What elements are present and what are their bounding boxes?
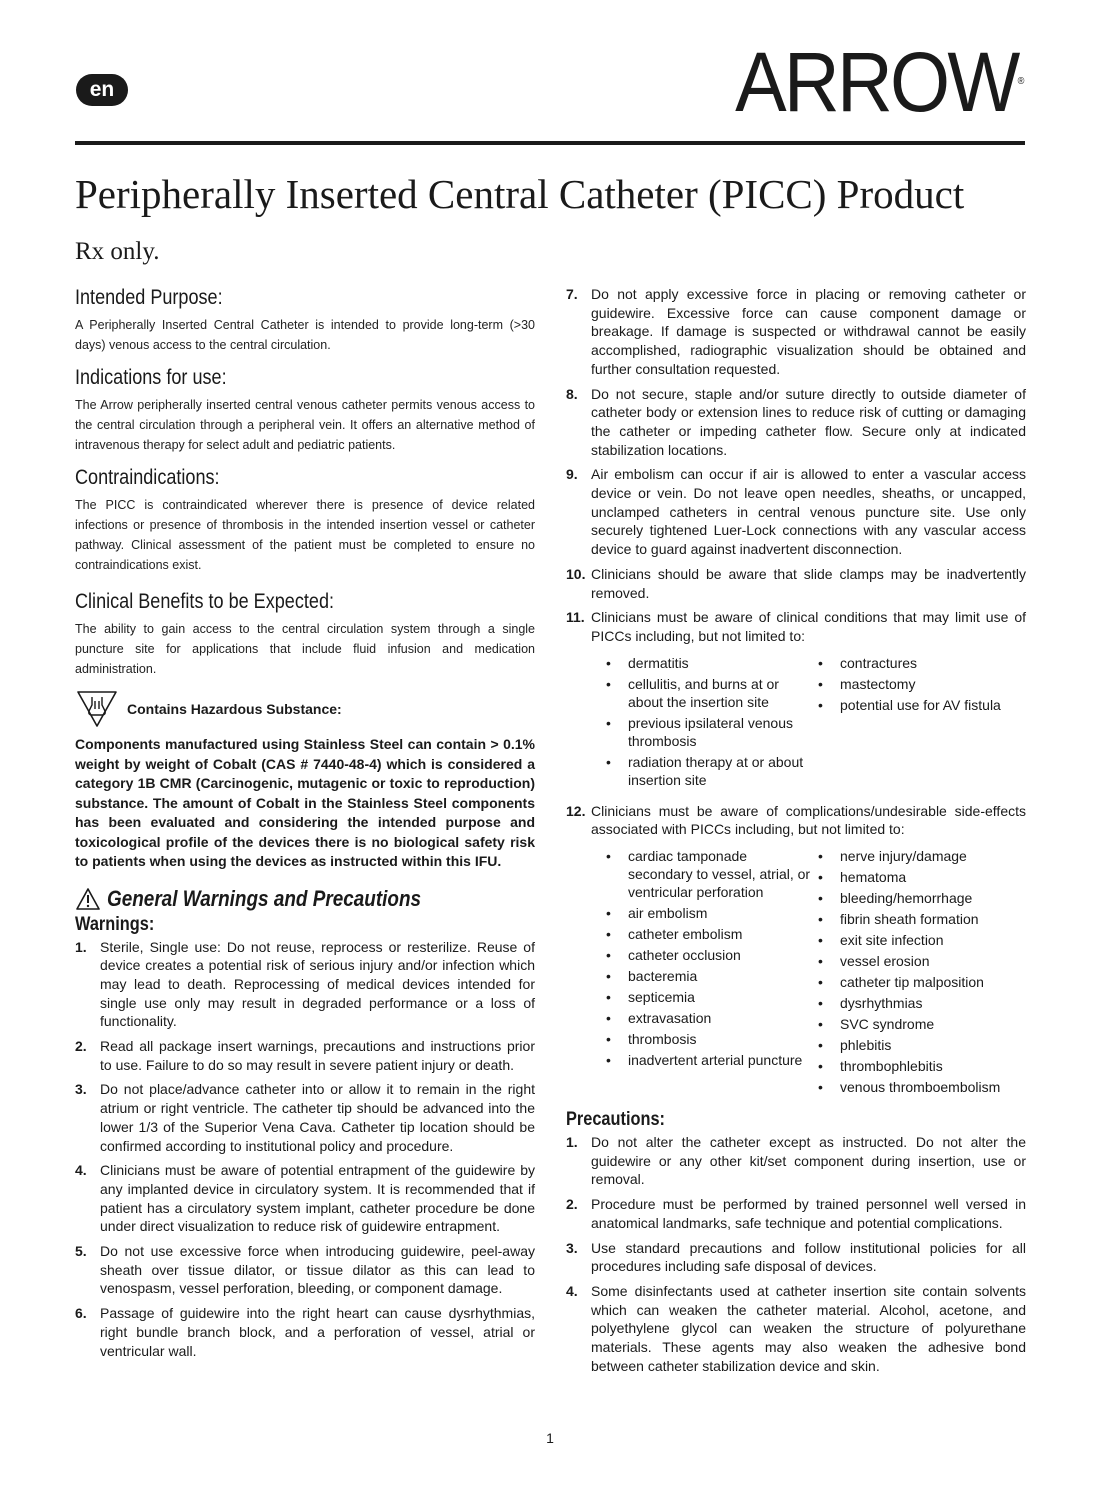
warning-number: 2. — [75, 1038, 87, 1055]
indications-heading: Indications for use: — [75, 366, 227, 389]
general-warnings-header — [75, 886, 535, 912]
complication-item: • cardiac tamponade secondary to vessel, atrial, or ventricular perforation — [602, 847, 814, 901]
warning-item — [75, 1242, 535, 1298]
complication-item: • catheter embolism — [602, 925, 814, 943]
complication-item: • phlebitis — [814, 1036, 1026, 1054]
complication-item: • catheter tip malposition — [814, 973, 1026, 991]
condition-item: • potential use for AV fistula — [814, 696, 1026, 714]
precaution-text: Do not alter the catheter except as instructed. Do not alter the guidewire or any other kit/set component during insertion, use or removal. — [591, 1134, 1026, 1188]
warning-number: 1. — [75, 938, 87, 955]
warning-item — [566, 465, 1026, 559]
warning-text: Do not place/advance catheter into or allow it to remain in the right atrium or right ventricle. The catheter tip should be advanced into the lower 1/3 of the Superior Vena Cava. Catheter tip location should be confirmed according to institutional policy and procedure. — [100, 1081, 535, 1154]
warning-text: Air embolism can occur if air is allowed to enter a vascular access device or vein. Do not leave open needles, sheaths, or uncapped, unclamped catheters in central venous puncture site. Use only securely tightened Luer-Lock connections with any vascular access device to guard against inadvertent disconnection. — [591, 466, 1026, 558]
precautions-list — [566, 1133, 1026, 1375]
precaution-number: 1. — [566, 1134, 578, 1151]
warning-number: 5. — [75, 1243, 87, 1260]
complication-item: • hematoma — [814, 868, 1026, 886]
intended-purpose-text: A Peripherally Inserted Central Catheter is intended to provide long-term (>30 days) venous access to the central circulation. — [75, 318, 535, 352]
warnings-list-left — [75, 938, 535, 1361]
benefits-text: The ability to gain access to the central circulation system through a single puncture site for applications that include fluid infusion and medication administration. — [75, 622, 535, 676]
page-title: Peripherally Inserted Central Catheter (PICC) Product — [75, 171, 965, 217]
complication-item: • bacteremia — [602, 967, 814, 985]
arrow-logo — [734, 35, 1024, 129]
page-number: 1 — [546, 1430, 554, 1446]
complications-list — [602, 847, 1026, 1099]
brand-name: ARROW — [734, 35, 1018, 129]
complication-item: • dysrhythmias — [814, 994, 1026, 1012]
warnings-list-right — [566, 285, 1026, 646]
warning-number: 9. — [566, 466, 578, 483]
precaution-item — [566, 1282, 1026, 1376]
warning-item — [566, 608, 1026, 645]
warning-number: 6. — [75, 1305, 87, 1322]
precaution-number: 2. — [566, 1196, 578, 1213]
hazard-text: Components manufactured using Stainless Steel can contain > 0.1% weight by weight of Cobalt (CAS # 7440-48-4) which is considered a category 1B CMR (Carcinogenic, mutagenic or toxic to reproduction) substance. The amount of Cobalt in the Stainless Steel components has been evaluated and considering the intended purpose and toxicological profile of the devices there is no biological safety risk to patients when using the devices as instructed within this IFU. — [75, 736, 535, 869]
complication-item: • septicemia — [602, 988, 814, 1006]
complication-item: • venous thromboembolism — [814, 1078, 1026, 1096]
warning-number: 3. — [75, 1081, 87, 1098]
warning-item — [75, 1037, 535, 1074]
warning-number: 11. — [566, 609, 585, 626]
warning-text: Passage of guidewire into the right heart can cause dysrhythmias, right bundle branch block, and a perforation of vessel, atrial or ventricular wall. — [100, 1305, 535, 1359]
condition-item: • radiation therapy at or about insertion site — [602, 753, 814, 789]
condition-item: • contractures — [814, 654, 1026, 672]
warning-text: Clinicians should be aware that slide clamps may be inadvertently removed. — [591, 565, 1026, 601]
warning-item — [566, 285, 1026, 379]
complication-item: • extravasation — [602, 1009, 814, 1027]
warnings-heading: Warnings: — [75, 913, 155, 935]
registered-mark: ® — [1017, 76, 1024, 87]
precaution-item — [566, 1239, 1026, 1276]
complication-item: • bleeding/hemorrhage — [814, 889, 1026, 907]
warning-item — [75, 1161, 535, 1236]
intended-purpose-heading: Intended Purpose: — [75, 286, 223, 309]
hazard-header — [75, 689, 535, 729]
warning-text: Clinicians must be aware of clinical conditions that may limit use of PICCs including, but not limited to: — [591, 609, 1026, 644]
indications-text: The Arrow peripherally inserted central venous catheter permits venous access to the central circulation through a peripheral vein. It offers an alternative method of intravenous therapy for select adult and pediatric patients. — [75, 398, 535, 452]
complication-item: • thrombosis — [602, 1030, 814, 1048]
complication-item: • SVC syndrome — [814, 1015, 1026, 1033]
warning-number: 8. — [566, 385, 578, 402]
header-rule — [75, 141, 1025, 145]
warning-triangle-icon — [75, 887, 101, 911]
benefits-heading: Clinical Benefits to be Expected: — [75, 590, 335, 613]
warning-item — [566, 802, 1026, 839]
warning-item — [75, 1080, 535, 1155]
rx-only: Rx only. — [75, 238, 160, 265]
right-column — [566, 285, 1026, 1382]
hazardous-substance-icon — [75, 689, 119, 729]
precaution-item — [566, 1195, 1026, 1232]
general-warnings-heading: General Warnings and Precautions — [107, 885, 422, 911]
condition-item: • previous ipsilateral venous thrombosis — [602, 714, 814, 750]
complication-item: • catheter occlusion — [602, 946, 814, 964]
complication-item: • vessel erosion — [814, 952, 1026, 970]
warning-item — [566, 565, 1026, 602]
warning-text: Do not apply excessive force in placing or removing catheter or guidewire. Excessive force can cause component damage or breakage. If damage is suspected or withdrawal cannot be easily accomplished, radiographic visualization should be obtained and further consultation requested. — [591, 286, 1026, 377]
warning-text: Clinicians must be aware of complications/undesirable side-effects associated with PICCs including, but not limited to: — [591, 802, 1026, 838]
warning-text: Read all package insert warnings, precautions and instructions prior to use. Failure to do so may result in severe patient injury or death. — [100, 1038, 535, 1073]
warning-number: 12. — [566, 802, 586, 819]
warning-item — [566, 385, 1026, 460]
warnings-list-right-cont — [566, 802, 1026, 839]
conditions-list — [602, 654, 1026, 792]
complication-item: • inadvertent arterial puncture — [602, 1051, 814, 1069]
precaution-number: 3. — [566, 1239, 578, 1256]
precaution-text: Procedure must be performed by trained personnel well versed in anatomical landmarks, safe technique and potential complications. — [591, 1196, 1026, 1231]
precaution-text: Some disinfectants used at catheter insertion site contain solvents which can weaken the catheter material. Alcohol, acetone, and polyethylene glycol can weaken the structure of polyurethane materials. These agents may also weaken the adhesive bond between catheter stabilization device and skin. — [591, 1282, 1026, 1374]
complication-item: • nerve injury/damage — [814, 847, 1026, 865]
precautions-heading: Precautions: — [566, 1109, 665, 1131]
precaution-number: 4. — [566, 1282, 578, 1299]
precaution-text: Use standard precautions and follow institutional policies for all procedures including safe disposal of devices. — [591, 1239, 1026, 1275]
warning-text: Do not secure, staple and/or suture directly to outside diameter of catheter body or extension lines to reduce risk of cutting or damaging the catheter or impeding catheter flow. Secure only at indicated stabilization locations. — [591, 385, 1026, 458]
warning-number: 10. — [566, 565, 586, 582]
complication-item: • exit site infection — [814, 931, 1026, 949]
warning-text: Sterile, Single use: Do not reuse, reprocess or resterilize. Reuse of device creates a potential risk of serious injury and/or infection which may lead to death. Reprocessing of medical devices intended for single use only may result in degraded performance or a loss of functionality. — [100, 938, 535, 1030]
precaution-item — [566, 1133, 1026, 1189]
warning-number: 4. — [75, 1162, 87, 1179]
warning-text: Clinicians must be aware of potential entrapment of the guidewire by any implanted device in circulatory system. It is recommended that if patient has a circulatory system implant, catheter procedure be done under direct visualization to reduce risk of guidewire entrapment. — [100, 1162, 535, 1235]
contraindications-text: The PICC is contraindicated wherever there is presence of device related infections or presence of thrombosis in the intended insertion vessel or catheter pathway. Clinical assessment of the patient must be completed to ensure no contraindications exist. — [75, 498, 535, 572]
hazard-label: Contains Hazardous Substance: — [127, 701, 342, 717]
warning-number: 7. — [566, 286, 578, 302]
left-column — [75, 285, 535, 1366]
warning-item — [75, 1304, 535, 1360]
condition-item: • mastectomy — [814, 675, 1026, 693]
language-badge: en — [76, 74, 128, 106]
complication-item: • fibrin sheath formation — [814, 910, 1026, 928]
warning-text: Do not use excessive force when introducing guidewire, peel-away sheath over tissue dilator, or tissue dilator as this can lead to venospasm, vessel perforation, bleeding, or component damage. — [100, 1243, 535, 1297]
complication-item: • thrombophlebitis — [814, 1057, 1026, 1075]
condition-item: • cellulitis, and burns at or about the insertion site — [602, 675, 814, 711]
complication-item: • air embolism — [602, 904, 814, 922]
condition-item: • dermatitis — [602, 654, 814, 672]
warning-item — [75, 938, 535, 1032]
contraindications-heading: Contraindications: — [75, 466, 220, 489]
